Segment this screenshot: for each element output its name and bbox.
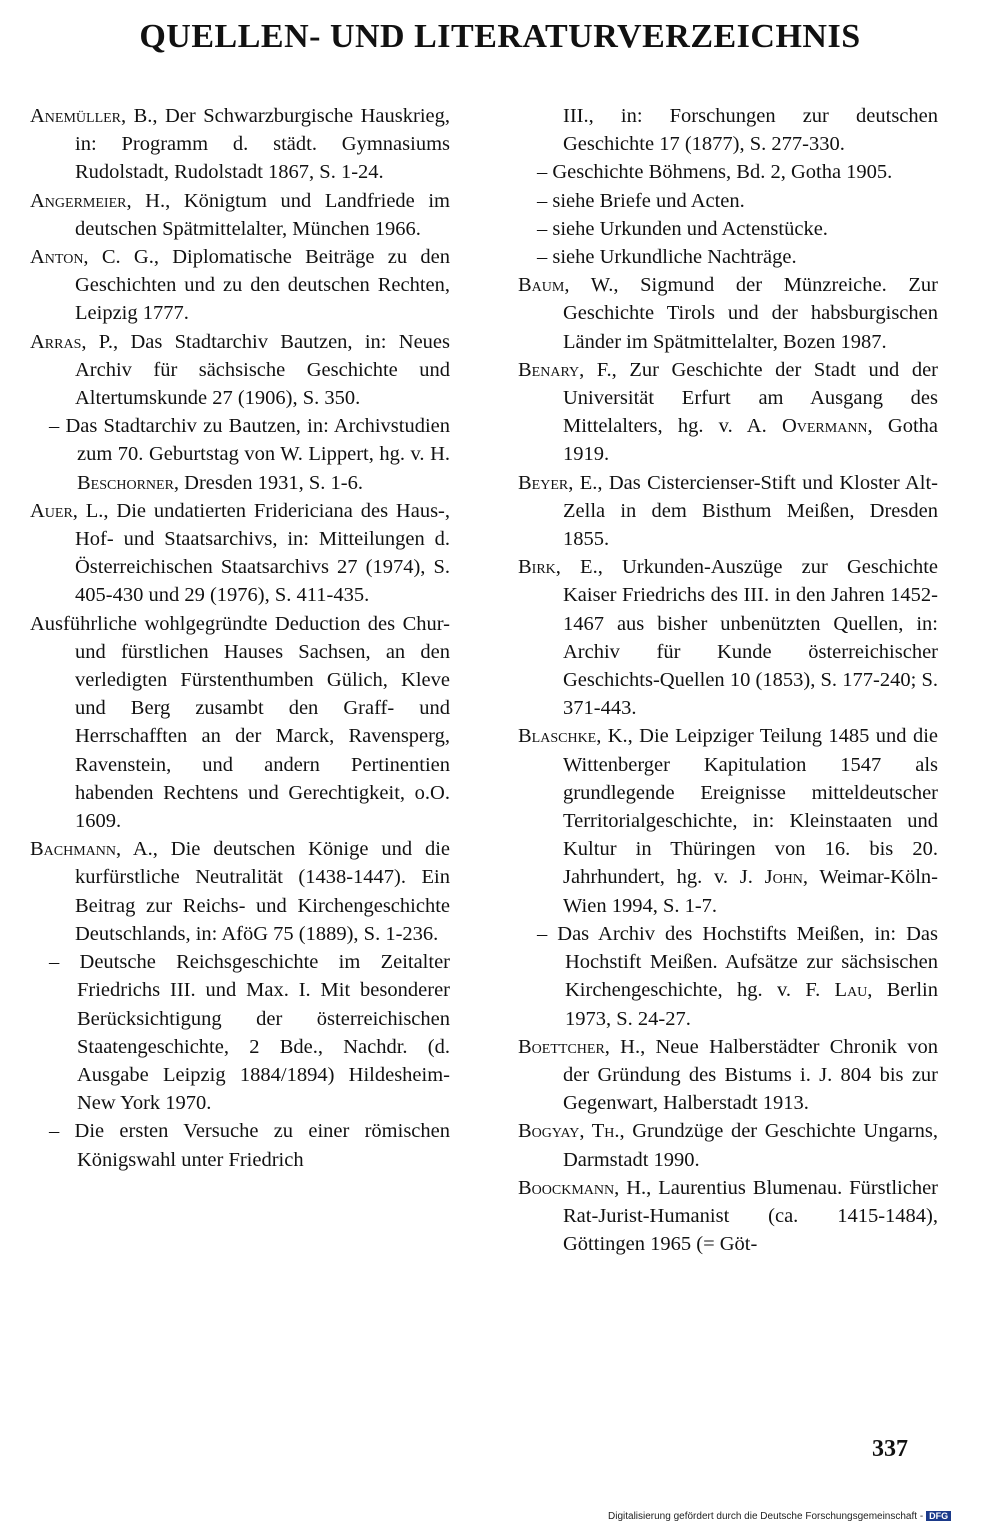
bibliography-entry — [30, 835, 450, 948]
entry-text: siehe Urkunden und Actenstücke. — [547, 217, 828, 240]
entry-text: Die deutschen Könige und die kurfürstliche Neutralität (1438-1447). Ein Beitrag zur Reichs- und Kirchengeschichte Deutschlands, in: AföG 75 (1889), S. 1-236. — [75, 838, 450, 945]
bibliography-entry — [518, 469, 938, 554]
entry-text: Dresden 1931, S. 1-6. — [179, 471, 363, 494]
entry-author: Angermeier, H., — [30, 189, 171, 212]
entry-text: Geschichte Böhmens, Bd. 2, Gotha 1905. — [547, 161, 893, 184]
entry-text: Königtum und Landfriede im deutschen Spätmittelalter, München 1966. — [75, 189, 450, 240]
entry-text: Weimar-Köln-Wien 1994, S. 1-7. — [563, 866, 939, 917]
entry-author: Auer, L., — [30, 499, 109, 522]
left-column — [30, 102, 450, 1174]
entry-text: Zur Geschichte der Stadt und der Universität Erfurt am Ausgang des Mittelalters, hg. v. A. — [563, 358, 938, 438]
bibliography-entry — [518, 920, 938, 1033]
entry-text: III., in: Forschungen zur deutschen Geschichte 17 (1877), S. 277-330. — [563, 105, 938, 156]
bibliography-entry — [30, 497, 450, 610]
page-title: QUELLEN- UND LITERATURVERZEICHNIS — [139, 18, 861, 55]
entry-editor: Overmann, — [781, 415, 873, 438]
entry-text: Das Cistercienser-Stift und Kloster Alt-Zella in dem Bisthum Meißen, Dresden 1855. — [563, 471, 938, 551]
bibliography-entry — [518, 722, 938, 919]
entry-author: Birk, E., — [518, 556, 603, 579]
entry-dash: – — [49, 415, 60, 438]
bibliography-entry — [518, 1117, 938, 1173]
entry-author: Baum, W., — [518, 274, 619, 297]
entry-dash: – — [537, 922, 548, 945]
bibliography-entry — [30, 102, 450, 187]
entry-text: Das Stadtarchiv zu Bautzen, in: Archivstudien zum 70. Geburtstag von W. Lippert, hg. v. H. — [59, 415, 450, 466]
bibliography-entry — [30, 243, 450, 328]
entry-text: Urkunden-Auszüge zur Geschichte Kaiser Friedrichs des III. in den Jahren 1452-1467 aus bisher unbenützten Quellen, in: Archiv für Kunde österreichischer Geschichts-Quellen 10 (1853), S. 177-240; S. 371-443. — [563, 556, 939, 720]
bibliography-entry — [518, 271, 938, 356]
entry-dash: – — [537, 161, 548, 184]
entry-text: Deutsche Reichsgeschichte im Zeitalter Friedrichs III. und Max. I. Mit besonderer Berücksichtigung der österreichischen Staatengeschichte, 2 Bde., Nachdr. (d. Ausgabe Leipzig 1884/1894) Hildesheim-New York 1970. — [59, 951, 450, 1115]
entry-text: siehe Briefe und Acten. — [547, 189, 745, 212]
entry-author: Boettcher, H., — [518, 1035, 646, 1058]
dfg-logo: DFG — [926, 1511, 951, 1521]
bibliography-entry — [518, 356, 938, 469]
entry-text: Der Schwarzburgische Hauskrieg, in: Programm d. städt. Gymnasiums Rudolstadt, Rudolstadt 1867, S. 1-24. — [75, 105, 450, 184]
entry-text: Sigmund der Münzreiche. Zur Geschichte Tirols und der habsburgischen Länder im Spätmittelalter, Bozen 1987. — [563, 274, 938, 353]
footer-text: Digitalisierung gefördert durch die Deutsche Forschungsgemeinschaft - — [608, 1511, 924, 1522]
entry-text: Ausführliche wohlgegründte Deduction des Chur- und fürstlichen Hauses Sachsen, an den verledigten Fürstenthumben Gülich, Kleve und Berg zusambt den Graff- und Herrschafften an der Marck, Ravensperg, Ravenstein, und andern Pertinentien habenden Rechtens und Gerechtigkeit, o.O. 1609. — [30, 612, 450, 833]
bibliography-entry — [518, 158, 938, 186]
entry-author: Anemüller, B., — [30, 105, 158, 127]
entry-editor: John, — [764, 866, 809, 889]
entry-text: siehe Urkundliche Nachträge. — [547, 246, 797, 269]
entry-dash: – — [49, 951, 60, 974]
entry-author: Bachmann, A., — [30, 838, 158, 861]
entry-dash: – — [49, 1120, 60, 1143]
entry-text: Die undatierten Fridericiana des Haus-, Hof- und Staatsarchivs, in: Mitteilungen d. Österreichischen Staatsarchivs 27 (1974), S. 405-430 und 29 (1976), S. 411-435. — [75, 499, 450, 607]
entry-dash: – — [537, 189, 548, 212]
page-number: 337 — [872, 1436, 908, 1462]
bibliography-entry — [30, 187, 450, 243]
entry-editor: Lau, — [834, 979, 873, 1002]
digitization-footer — [608, 1511, 951, 1522]
entry-author: Bogyay, Th., — [518, 1120, 625, 1143]
bibliography-entry — [30, 948, 450, 1117]
bibliography-entry — [518, 1033, 938, 1118]
entry-author: Blaschke, K., — [518, 725, 633, 748]
bibliography-entry — [518, 243, 938, 271]
entry-text: Neue Halberstädter Chronik von der Gründung des Bistums i. J. 804 bis zur Gegenwart, Halberstadt 1913. — [563, 1035, 938, 1115]
bibliography-entry — [30, 1117, 450, 1173]
right-column — [518, 102, 938, 1258]
entry-text: Gotha 1919. — [563, 415, 938, 466]
entry-author: Boockmann, H., — [518, 1176, 652, 1199]
entry-author: Anton, C. G., — [30, 246, 159, 269]
bibliography-entry — [30, 610, 450, 836]
bibliography-entry — [518, 215, 938, 243]
entry-text: Das Stadtarchiv Bautzen, in: Neues Archiv für sächsische Geschichte und Altertumskunde 27 (1906), S. 350. — [75, 330, 450, 410]
entry-text: Die Leipziger Teilung 1485 und die Wittenberger Kapitulation 1547 als grundlegende Ereignisse mitteldeutscher Territorialgeschichte, in: Kleinstaaten und Kultur in Thüringen von 16. bis 20. Jahrhundert, hg. v. J. — [563, 725, 938, 889]
bibliography-entry — [518, 187, 938, 215]
entry-dash: – — [537, 246, 548, 269]
entry-text: Grundzüge der Geschichte Ungarns, Darmstadt 1990. — [563, 1120, 938, 1171]
entry-text: Berlin 1973, S. 24-27. — [565, 979, 938, 1030]
bibliography-entry — [30, 412, 450, 497]
entry-text: Diplomatische Beiträge zu den Geschichten und zu den deutschen Rechten, Leipzig 1777. — [75, 246, 450, 325]
bibliography-entry — [518, 102, 938, 158]
entry-text: Die ersten Versuche zu einer römischen Königswahl unter Friedrich — [59, 1120, 450, 1171]
entry-dash: – — [537, 217, 548, 240]
bibliography-entry — [30, 328, 450, 413]
bibliography-entry — [518, 553, 938, 722]
entry-author: Beyer, E., — [518, 471, 603, 494]
bibliography-entry — [518, 1174, 938, 1259]
entry-author: Benary, F., — [518, 358, 617, 381]
entry-text: Laurentius Blumenau. Fürstlicher Rat-Jurist-Humanist (ca. 1415-1484), Göttingen 1965 (= Göt- — [563, 1176, 938, 1256]
entry-text: Das Archiv des Hochstifts Meißen, in: Das Hochstift Meißen. Aufsätze zur sächsischen Kirchengeschichte, hg. v. F. — [547, 922, 938, 1002]
entry-author: Arras, P., — [30, 330, 119, 353]
entry-editor: Beschorner, — [77, 471, 180, 494]
